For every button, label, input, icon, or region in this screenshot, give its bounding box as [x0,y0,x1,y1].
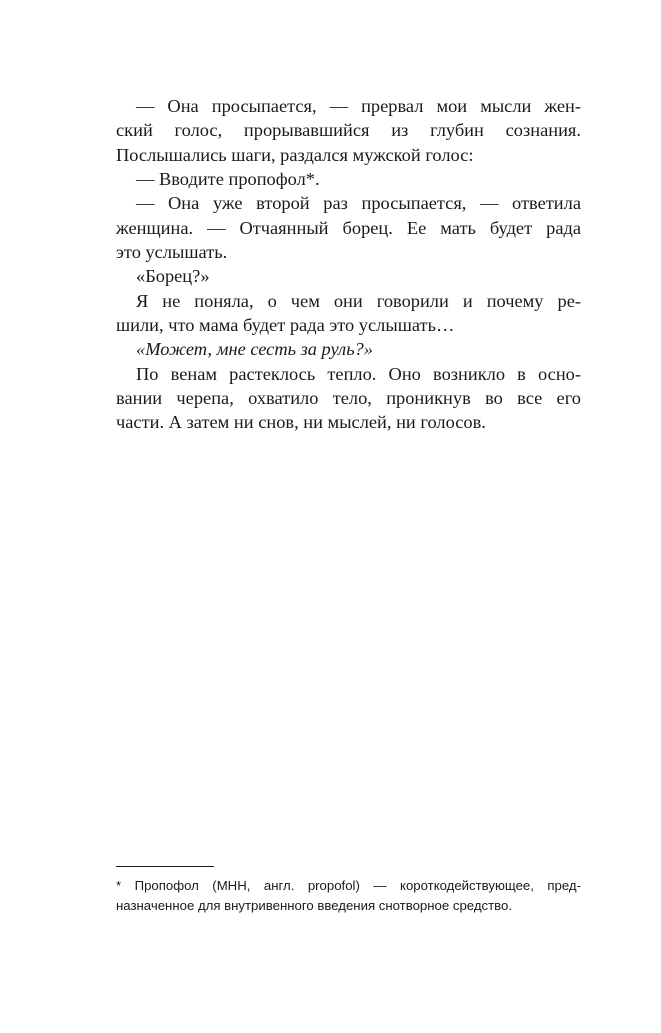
text-line: — Она просыпается, — прервал мои мысли жен- [136,96,581,116]
text-line: женщина. — Отчаянный борец. Ее мать будет рада [116,217,581,238]
text-line: По венам растеклось тепло. Оно возникло в осно- [136,363,581,384]
footnote [116,876,581,916]
footnote-line: назначенное для внутривенного введения снотворное средство. [116,898,513,913]
text-line: «Может, мне сесть за руль?» [136,339,373,360]
text-line: ский голос, прорывавшийся из глубин сознания. [116,120,581,141]
body-text [116,94,581,435]
text-line: части. А затем ни снов, ни мыслей, ни голосов. [116,412,486,433]
text-line: Послышались шаги, раздался мужской голос: [116,144,474,165]
text-line: Я не поняла, о чем они говорили и почему ре- [136,290,581,311]
text-line: это услышать. [116,242,228,263]
footnote-separator [116,866,214,867]
footnote-line: * Пропофол (МНН, англ. propofol) — короткодействующее, пред- [116,878,581,893]
text-line: вании черепа, охватило тело, проникнув во все его [116,388,581,409]
text-line: «Борец?» [136,266,210,287]
text-line: — Вводите пропофол*. [136,169,320,190]
text-line: шили, что мама будет рада это услышать… [116,315,455,336]
text-line: — Она уже второй раз просыпается, — ответила [136,193,581,214]
